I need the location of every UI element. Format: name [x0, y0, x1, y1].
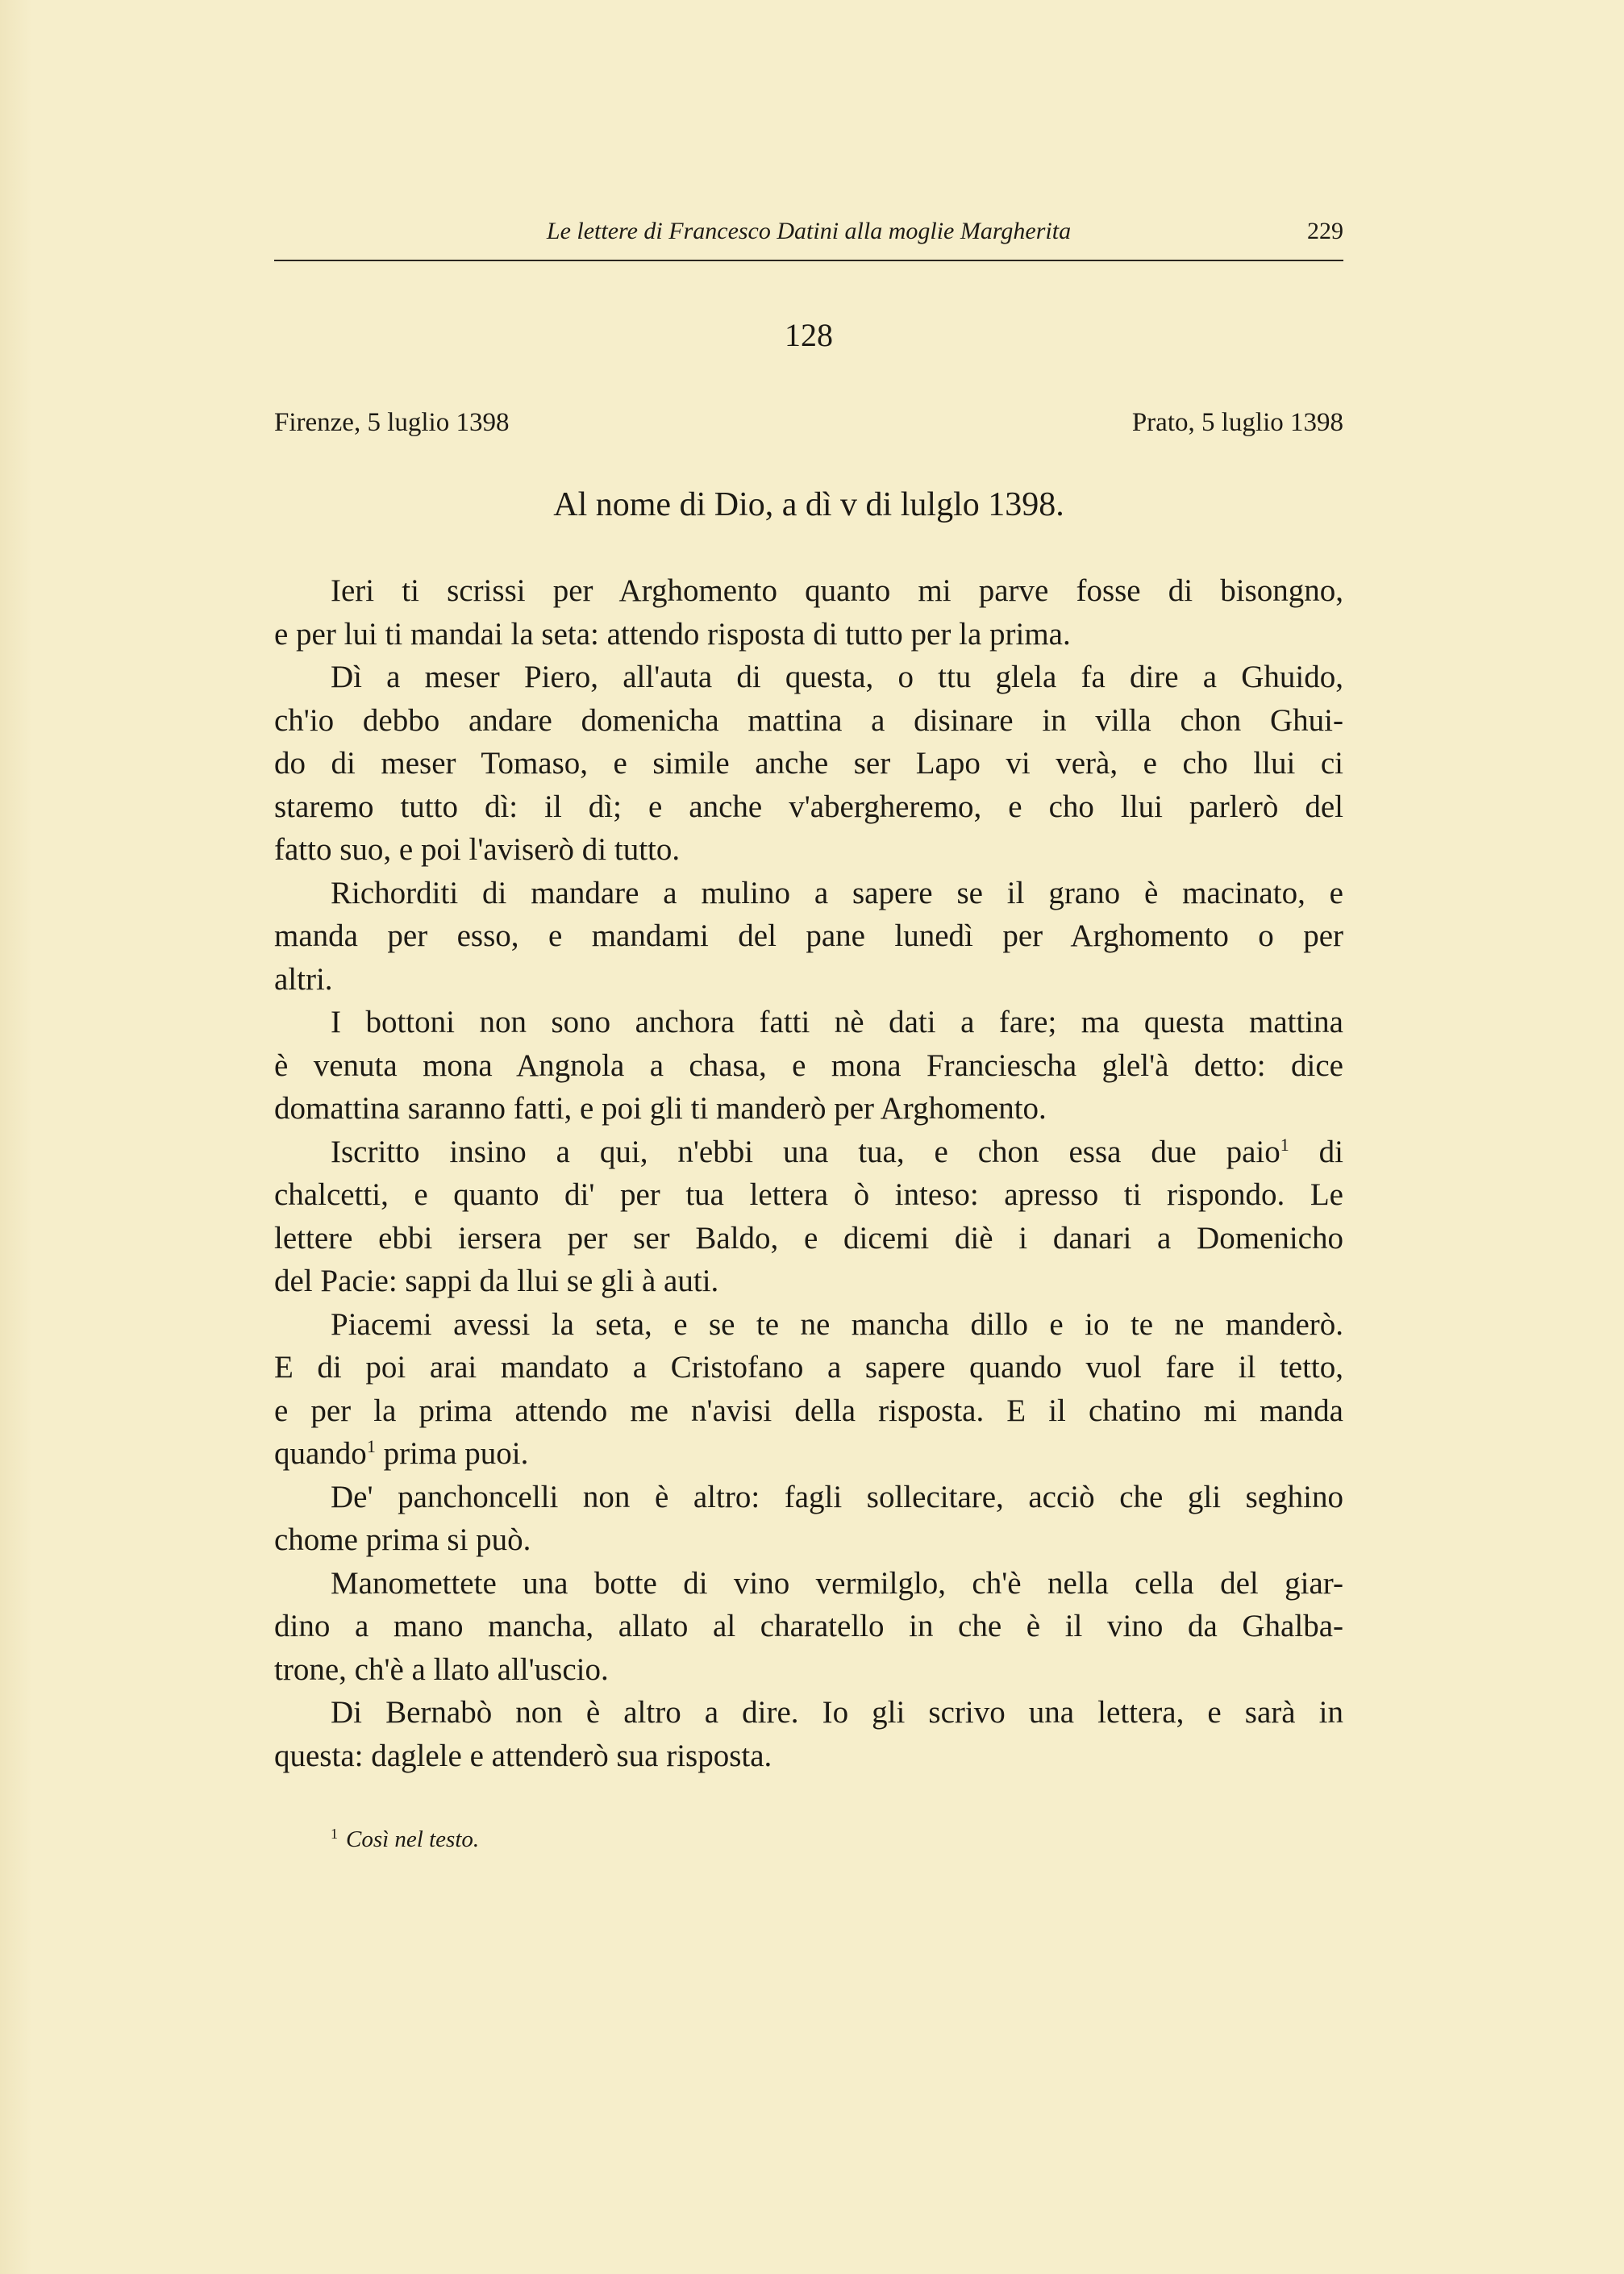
sender-place-date: Firenze, 5 luglio 1398 — [274, 408, 510, 437]
footnote-text: Così nel testo. — [346, 1826, 480, 1852]
text-line: è venuta mona Angnola a chasa, e mona Franciescha glel'à detto: dice — [274, 1047, 1343, 1083]
text-line: chome prima si può. — [274, 1522, 531, 1557]
text-line: altri. — [274, 961, 333, 997]
text-line: E di poi arai mandato a Cristofano a sapere quando vuol fare il tetto, — [274, 1350, 1343, 1385]
text-line: e per la prima attendo me n'avisi della risposta. E il chatino mi manda — [274, 1393, 1343, 1428]
text-line: Di Bernabò non è altro a dire. Io gli scrivo una lettera, e sarà in — [331, 1695, 1343, 1730]
text-segment: Iscritto insino a qui, n'ebbi una tua, e chon essa due paio — [331, 1134, 1280, 1169]
text-line: questa: daglele e attenderò sua risposta. — [274, 1738, 772, 1773]
text-line: chalcetti, e quanto di' per tua lettera ò inteso: apresso ti rispondo. Le — [274, 1177, 1343, 1212]
text-line — [274, 1432, 1343, 1476]
text-line: ch'io debbo andare domenicha mattina a disinare in villa chon Ghui- — [274, 702, 1343, 738]
text-segment: quando — [274, 1436, 367, 1471]
page-number: 229 — [1307, 218, 1343, 244]
text-line: I bottoni non sono anchora fatti nè dati a fare; ma questa mattina — [331, 1005, 1343, 1039]
text-line: trone, ch'è a llato all'uscio. — [274, 1651, 609, 1687]
letter-number: 128 — [785, 317, 833, 353]
text-line: Piacemi avessi la seta, e se te ne mancha dillo e io te ne manderò. — [331, 1306, 1343, 1342]
footnote-reference: 1 — [1280, 1134, 1289, 1155]
text-line: Richorditi di mandare a mulino a sapere se il grano è macinato, e — [331, 875, 1343, 910]
recipient-place-date: Prato, 5 luglio 1398 — [1131, 408, 1343, 437]
text-segment: prima puoi. — [375, 1436, 529, 1471]
text-segment: di — [1289, 1134, 1344, 1169]
text-line: Ieri ti scrissi per Arghomento quanto mi parve fosse di bisongno, — [331, 573, 1343, 608]
text-line — [274, 1131, 1343, 1174]
letter-body — [274, 569, 1343, 1777]
text-line: manda per esso, e mandami del pane lunedì per Arghomento o per — [274, 918, 1343, 953]
text-line: fatto suo, e poi l'aviserò di tutto. — [274, 832, 681, 867]
text-line: Manomettete una botte di vino vermilglo, ch'è nella cella del giar- — [331, 1565, 1343, 1601]
header-rule — [274, 260, 1343, 261]
running-head — [274, 218, 1343, 253]
footnote-marker: 1 — [331, 1826, 338, 1842]
footnote-reference: 1 — [366, 1436, 376, 1456]
text-line: do di meser Tomaso, e simile anche ser Lapo vi verà, e cho llui ci — [274, 746, 1343, 781]
letter-invocation: Al nome di Dio, a dì v di lulglo 1398. — [553, 486, 1064, 523]
text-line: dino a mano mancha, allato al charatello in che è il vino da Ghalba- — [274, 1609, 1343, 1643]
footnote — [331, 1826, 479, 1853]
text-line: staremo tutto dì: il dì; e anche v'abergheremo, e cho llui parlerò del — [274, 789, 1343, 824]
running-title: Le lettere di Francesco Datini alla moglie Margherita — [546, 218, 1072, 244]
text-line: domattina saranno fatti, e poi gli ti manderò per Arghomento. — [274, 1091, 1047, 1126]
text-line: lettere ebbi iersera per ser Baldo, e dicemi diè i danari a Domenicho — [274, 1220, 1343, 1256]
text-line: De' panchoncelli non è altro: fagli sollecitare, acciò che gli seghino — [331, 1479, 1343, 1514]
page-binding-edge — [0, 0, 32, 2274]
text-line: del Pacie: sappi da llui se gli à auti. — [274, 1264, 719, 1298]
text-line: e per lui ti mandai la seta: attendo risposta di tutto per la prima. — [274, 616, 1071, 652]
text-line: Dì a meser Piero, all'auta di questa, o ttu glela fa dire a Ghuido, — [331, 660, 1343, 694]
